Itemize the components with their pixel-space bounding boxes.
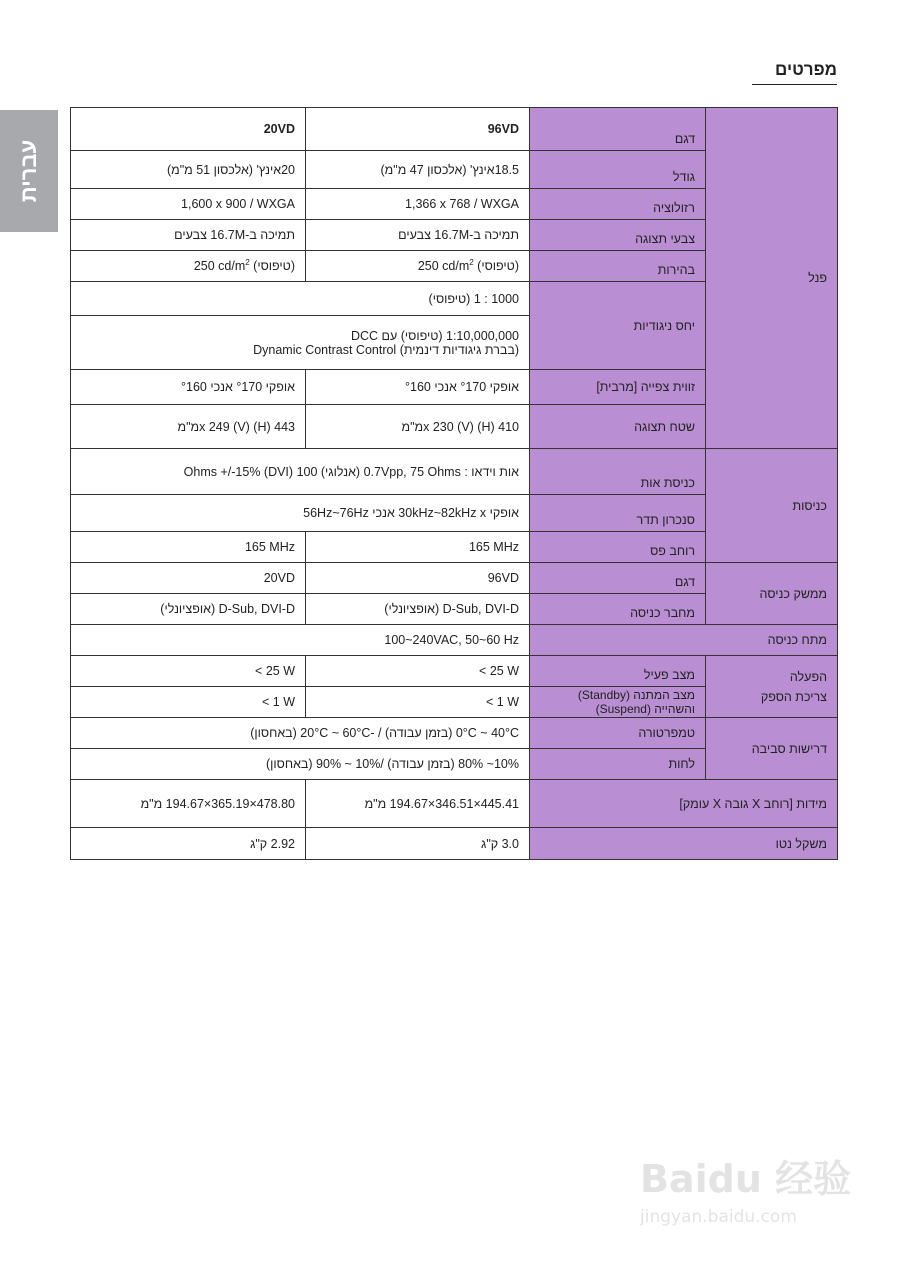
cell-a: 3.0 ק"ג (306, 828, 530, 860)
cell-a: 410 (H) x 230 (V)מ"מ (306, 405, 530, 449)
row-label: גודל (530, 151, 706, 189)
cell-a: 96VD (306, 108, 530, 151)
row-label: יחס ניגודיות (530, 282, 706, 370)
group-label: ממשק כניסה (706, 563, 838, 625)
cell-a: 445.41×346.51×194.67 מ"מ (306, 780, 530, 828)
cell-a: אופקי °170 אנכי °160 (306, 370, 530, 405)
cell-b: 20VD (71, 108, 306, 151)
group-label: הפעלה צריכת הספק (706, 656, 838, 718)
group-label: פנל (706, 108, 838, 449)
brightness-note: (טיפוסי) (473, 259, 519, 274)
spec-table (70, 107, 838, 860)
row-label: מידות [רוחב X גובה X עומק] (530, 780, 838, 828)
row-label: צבעי תצוגה (530, 220, 706, 251)
row-label: משקל נטו (530, 828, 838, 860)
cell-b: 2.92 ק"ג (71, 828, 306, 860)
row-label: רוחב פס (530, 532, 706, 563)
group-label: כניסות (706, 449, 838, 563)
table-row (71, 718, 838, 749)
cell-b: 478.80×365.19×194.67 מ"מ (71, 780, 306, 828)
row-label: רזולוציה (530, 189, 706, 220)
brightness-note: (טיפוסי) (249, 259, 295, 274)
cell-merged: אופקי 30kHz~82kHz x אנכי 56Hz~76Hz (71, 495, 530, 532)
watermark-logo: Baidu 经验 (640, 1157, 852, 1201)
contrast-line: (בברת גיגודיות דינמית) Dynamic Contrast Control (253, 342, 519, 357)
cell-merged: 100~240VAC, 50~60 Hz (71, 625, 530, 656)
cell-a: 165 MHz (306, 532, 530, 563)
baidu-watermark (640, 1148, 860, 1258)
cell-merged (71, 316, 530, 370)
row-label: מצב המתנה (Standby) והשהייה (Suspend) (530, 687, 706, 718)
cell-a: 96VD (306, 563, 530, 594)
row-label: לחות (530, 749, 706, 780)
cell-a: D-Sub, DVI-D (אופציונלי) (306, 594, 530, 625)
cell-b: אופקי °170 אנכי °160 (71, 370, 306, 405)
table-row (71, 656, 838, 687)
table-row (71, 625, 838, 656)
group-label: דרישות סביבה (706, 718, 838, 780)
cell-merged: 1000 : 1 (טיפוסי) (71, 282, 530, 316)
cell-merged: 10%~ 80% (בזמן עבודה) /10% ~ 90% (באחסון) (71, 749, 530, 780)
row-label: דגם (530, 108, 706, 151)
row-label: סנכרון תדר (530, 495, 706, 532)
cell-merged: 0°C ~ 40°C (בזמן עבודה) / -20°C ~ 60°C (באחסון) (71, 718, 530, 749)
cell-b (71, 251, 306, 282)
language-tab-label: עברית (16, 139, 41, 203)
table-row (71, 780, 838, 828)
row-label: כניסת אות (530, 449, 706, 495)
cell-merged: אות וידאו : 0.7Vpp, 75 Ohms (אנלוגי) 100 Ohms +/-15% (DVI) (71, 449, 530, 495)
row-label: זווית צפייה [מרבית] (530, 370, 706, 405)
page-title: מפרטים (752, 60, 837, 85)
table-row (71, 449, 838, 495)
cell-b: 1,600 x 900 / WXGA (71, 189, 306, 220)
cell-a: < 1 W (306, 687, 530, 718)
row-label: דגם (530, 563, 706, 594)
row-label: בהירות (530, 251, 706, 282)
cell-b: D-Sub, DVI-D (אופציונלי) (71, 594, 306, 625)
cell-a: 18.5אינץ' (אלכסון 47 מ"מ) (306, 151, 530, 189)
cell-b: < 25 W (71, 656, 306, 687)
brightness-unit-sup: 2 (469, 258, 474, 268)
table-row (71, 828, 838, 860)
cell-b: 165 MHz (71, 532, 306, 563)
row-label: שטח תצוגה (530, 405, 706, 449)
cell-a: 1,366 x 768 / WXGA (306, 189, 530, 220)
contrast-line: 1:10,000,000 (טיפוסי) עם DCC (350, 328, 519, 343)
brightness-value: 250 cd/m (193, 259, 246, 274)
language-side-tab (0, 110, 58, 232)
row-label: מצב פעיל (530, 656, 706, 687)
cell-b: תמיכה ב-16.7M צבעים (71, 220, 306, 251)
row-label: מחבר כניסה (530, 594, 706, 625)
row-label: מתח כניסה (530, 625, 838, 656)
cell-b: 20VD (71, 563, 306, 594)
table-row (71, 108, 838, 151)
cell-b: 443 (H) x 249 (V)מ"מ (71, 405, 306, 449)
watermark-url: jingyan.baidu.com (640, 1207, 797, 1227)
row-label: טמפרטורה (530, 718, 706, 749)
brightness-value: 250 cd/m (417, 259, 470, 274)
cell-a: < 25 W (306, 656, 530, 687)
cell-a: תמיכה ב-16.7M צבעים (306, 220, 530, 251)
cell-b: < 1 W (71, 687, 306, 718)
cell-b: 20אינץ' (אלכסון 51 מ"מ) (71, 151, 306, 189)
brightness-unit-sup: 2 (245, 258, 250, 268)
cell-a (306, 251, 530, 282)
table-row (71, 563, 838, 594)
